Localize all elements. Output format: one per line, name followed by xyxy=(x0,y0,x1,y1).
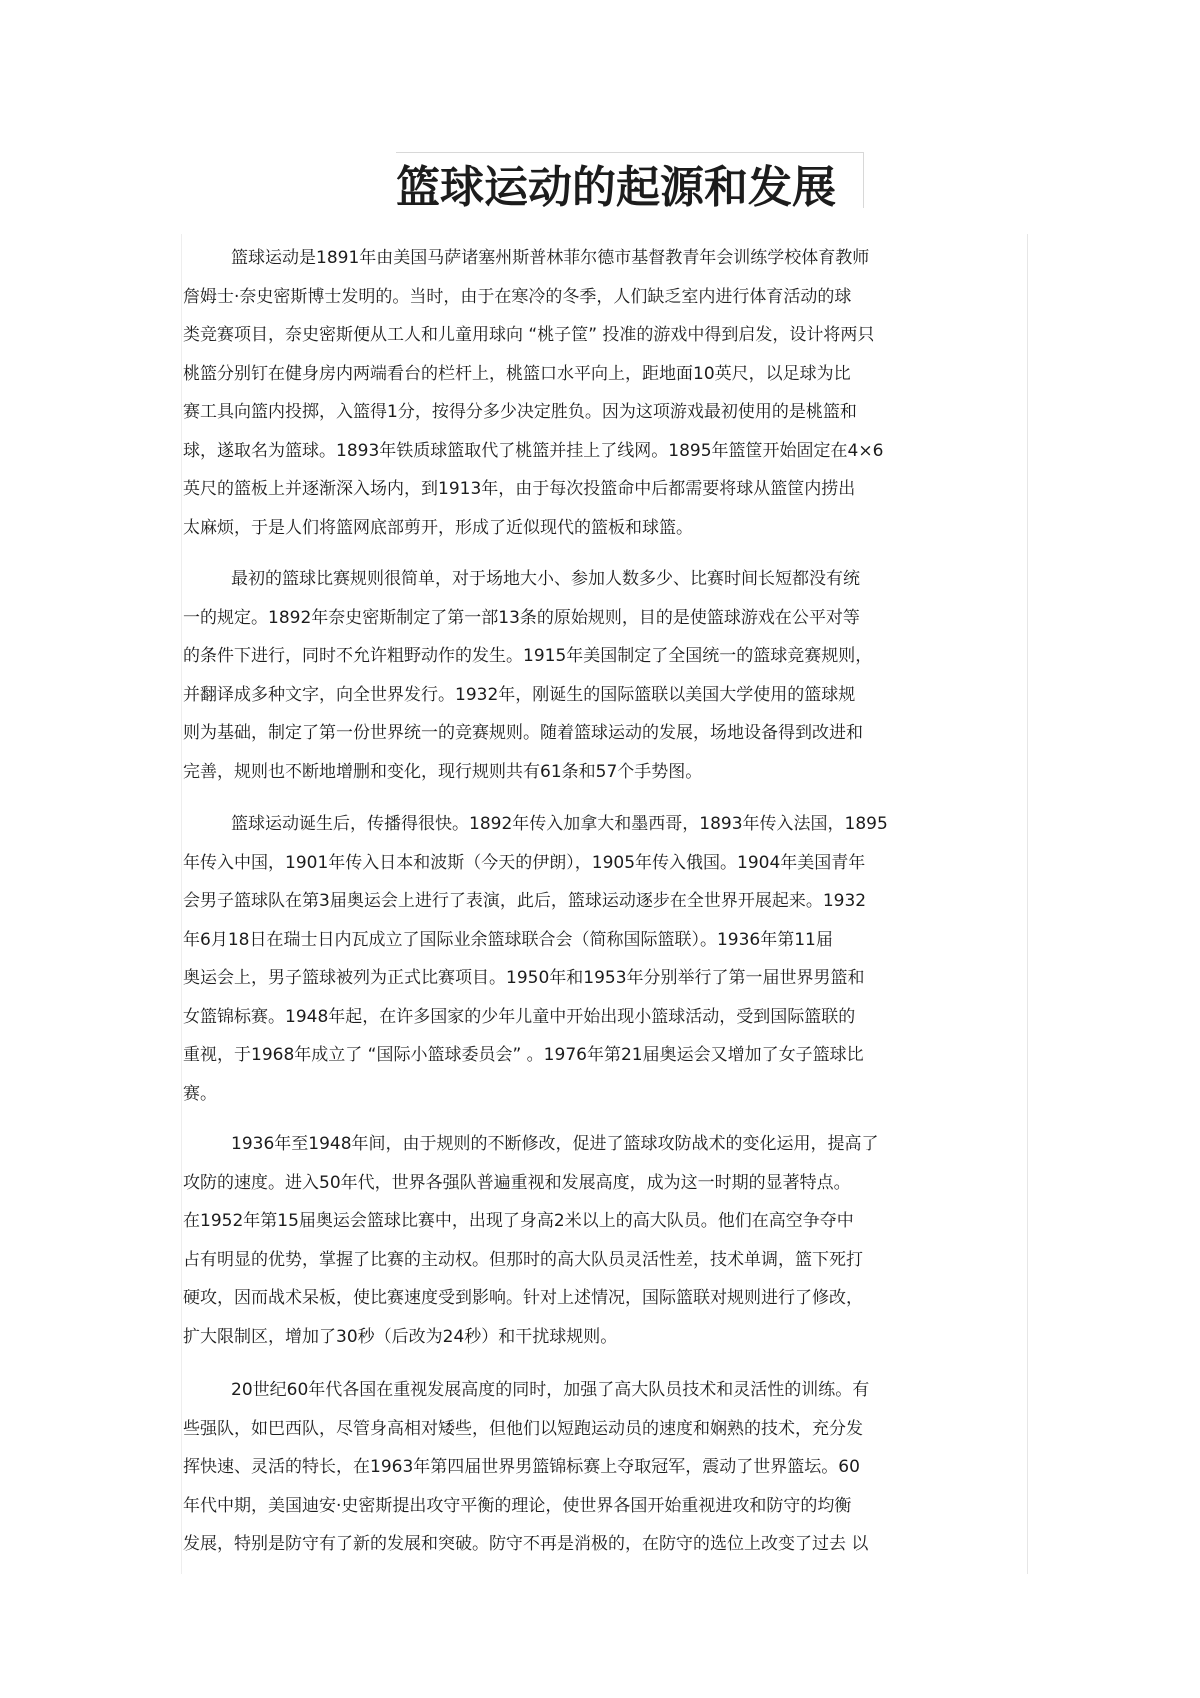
text-line: 则为基础，制定了第一份世界统一的竞赛规则。随着篮球运动的发展，场地设备得到改进和 xyxy=(183,723,863,743)
text-line: 赛。 xyxy=(183,1083,217,1104)
text-line: 在1952年第15届奥运会篮球比赛中，出现了身高2米以上的高大队员。他们在高空争夺中 xyxy=(183,1211,854,1231)
text-line: 挥快速、灵活的特长，在1963年第四届世界男篮锦标赛上夺取冠军，震动了世界篮坛。60 xyxy=(183,1457,860,1477)
text-line: 占有明显的优势，掌握了比赛的主动权。但那时的高大队员灵活性差，技术单调，篮下死打 xyxy=(183,1249,863,1270)
text-line: 篮球运动是1891年由美国马萨诸塞州斯普林菲尔德市基督教青年会训练学校体育教师 xyxy=(231,248,870,268)
text-line: 桃篮分别钉在健身房内两端看台的栏杆上，桃篮口水平向上，距地面10英尺，以足球为比 xyxy=(183,363,851,384)
text-line: 类竞赛项目，奈史密斯便从工人和儿童用球向 “桃子筐” 投准的游戏中得到启发，设计将两只 xyxy=(183,325,875,345)
text-line: 詹姆士·奈史密斯博士发明的。当时，由于在寒冷的冬季，人们缺乏室内进行体育活动的球 xyxy=(183,286,852,307)
text-line: 篮球运动诞生后，传播得很快。1892年传入加拿大和墨西哥，1893年传入法国，1895 xyxy=(231,814,888,834)
text-line: 发展，特别是防守有了新的发展和突破。防守不再是消极的，在防守的选位上改变了过去 以 xyxy=(183,1534,869,1554)
text-line: 奥运会上，男子篮球被列为正式比赛项目。1950年和1953年分别举行了第一届世界男篮和 xyxy=(183,968,865,988)
text-line: 年代中期，美国迪安·史密斯提出攻守平衡的理论，使世界各国开始重视进攻和防守的均衡 xyxy=(183,1495,852,1516)
text-line: 完善，规则也不断地增删和变化，现行规则共有61条和57个手势图。 xyxy=(183,761,703,782)
text-line: 20世纪60年代各国在重视发展高度的同时，加强了高大队员技术和灵活性的训练。有 xyxy=(231,1380,870,1400)
paragraph xyxy=(183,1371,1023,1564)
text-line: 并翻译成多种文字，向全世界发行。1932年，刚诞生的国际篮联以美国大学使用的篮球规 xyxy=(183,684,856,705)
text-line: 年传入中国，1901年传入日本和波斯（今天的伊朗），1905年传入俄国。1904年美国青年 xyxy=(183,852,866,873)
text-line: 女篮锦标赛。1948年起，在许多国家的少年儿童中开始出现小篮球活动，受到国际篮联的 xyxy=(183,1006,856,1027)
paragraph xyxy=(183,805,1023,1113)
page-title: 篮球运动的起源和发展 xyxy=(396,162,836,213)
text-line: 最初的篮球比赛规则很简单，对于场地大小、参加人数多少、比赛时间长短都没有统 xyxy=(231,569,860,589)
text-line: 会男子篮球队在第3届奥运会上进行了表演，此后，篮球运动逐步在全世界开展起来。1932 xyxy=(183,891,867,911)
text-line: 攻防的速度。进入50年代，世界各强队普遍重视和发展高度，成为这一时期的显著特点。 xyxy=(183,1172,851,1193)
text-line: 赛工具向篮内投掷，入篮得1分，按得分多少决定胜负。因为这项游戏最初使用的是桃篮和 xyxy=(183,402,857,422)
text-line: 硬攻，因而战术呆板，使比赛速度受到影响。针对上述情况，国际篮联对规则进行了修改， xyxy=(183,1288,863,1308)
text-line: 太麻烦，于是人们将篮网底部剪开，形成了近似现代的篮板和球篮。 xyxy=(183,517,693,538)
text-line: 1936年至1948年间，由于规则的不断修改，促进了篮球攻防战术的变化运用，提高了 xyxy=(231,1134,879,1154)
text-line: 些强队，如巴西队，尽管身高相对矮些，但他们以短跑运动员的速度和娴熟的技术，充分发 xyxy=(183,1418,863,1439)
text-line: 年6月18日在瑞士日内瓦成立了国际业余篮球联合会（简称国际篮联）。1936年第11届 xyxy=(183,929,833,950)
text-line: 一的规定。1892年奈史密斯制定了第一部13条的原始规则，目的是使篮球游戏在公平对等 xyxy=(183,607,860,628)
paragraph xyxy=(183,560,1023,791)
text-line: 重视，于1968年成立了 “国际小篮球委员会” 。1976年第21届奥运会又增加了女子篮球比 xyxy=(183,1045,864,1065)
paragraph xyxy=(183,239,1023,547)
text-line: 扩大限制区，增加了30秒（后改为24秒）和干扰球规则。 xyxy=(183,1326,618,1347)
text-line: 的条件下进行，同时不允许粗野动作的发生。1915年美国制定了全国统一的篮球竞赛规则， xyxy=(183,646,873,666)
paragraph xyxy=(183,1125,1023,1356)
text-line: 英尺的篮板上并逐渐深入场内，到1913年，由于每次投篮命中后都需要将球从篮筐内捞出 xyxy=(183,479,856,499)
text-line: 球，遂取名为篮球。1893年铁质球篮取代了桃篮并挂上了线网。1895年篮筐开始固定在4×6 xyxy=(183,440,884,461)
